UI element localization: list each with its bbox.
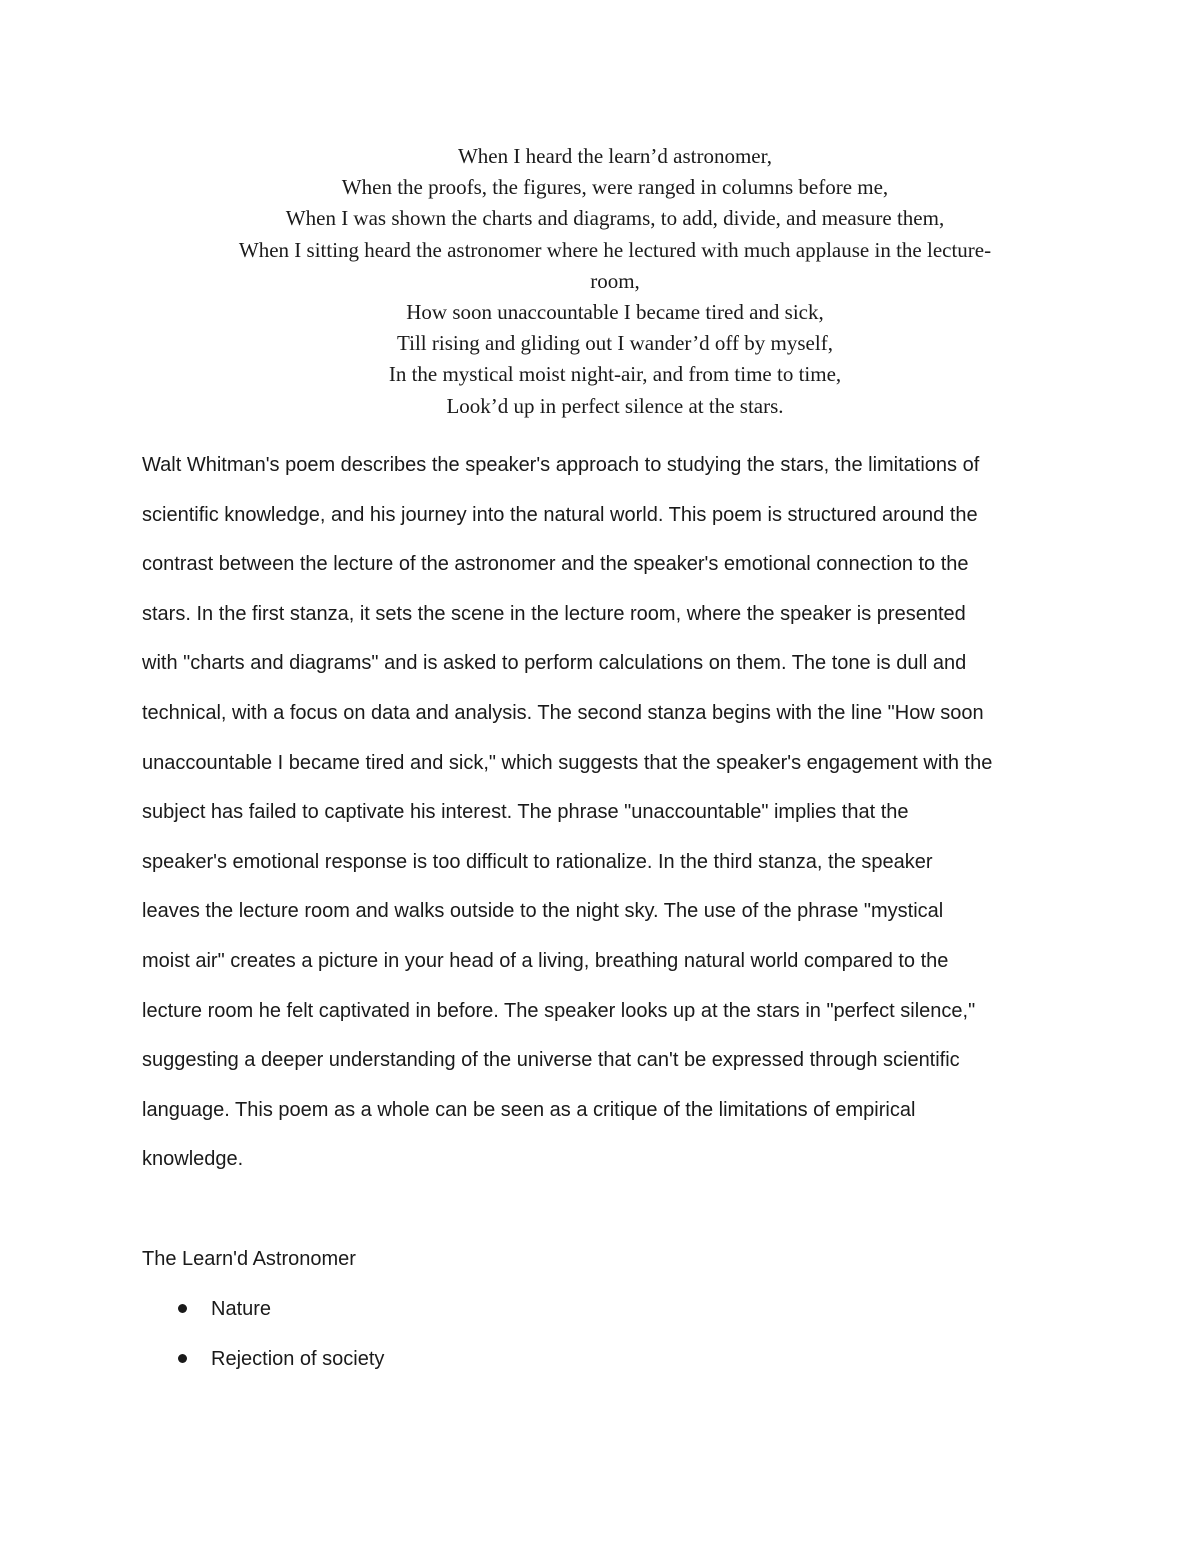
bullet-text: Nature [211, 1298, 272, 1320]
notes-title: The Learn'd Astronomer [142, 1248, 356, 1270]
paragraph-line: lecture room he felt captivated in before. The speaker looks up at the stars in "perfect silence," [142, 999, 976, 1022]
bullet-text: Rejection of society [211, 1347, 385, 1370]
paragraph-line: unaccountable I became tired and sick," which suggests that the speaker's engagement with the [142, 751, 993, 774]
paragraph-line: contrast between the lecture of the astronomer and the speaker's emotional connection to the [142, 553, 969, 576]
paragraph-line: speaker's emotional response is too difficult to rationalize. In the third stanza, the speaker [142, 850, 933, 873]
paragraph-line: Walt Whitman's poem describes the speaker's approach to studying the stars, the limitations of [142, 454, 980, 476]
paragraph-line: stars. In the first stanza, it sets the scene in the lecture room, where the speaker is presented [142, 602, 966, 625]
bullet-icon [178, 1354, 187, 1363]
paragraph-line: suggesting a deeper understanding of the universe that can't be expressed through scientific [142, 1049, 960, 1072]
paragraph-line: language. This poem as a whole can be seen as a critique of the limitations of empirical [142, 1098, 916, 1121]
poem-line: Look’d up in perfect silence at the stars. [446, 393, 784, 418]
paragraph-line: moist air" creates a picture in your head of a living, breathing natural world compared to the [142, 949, 949, 972]
poem-block [150, 141, 1080, 422]
paragraph-line: leaves the lecture room and walks outside to the night sky. The use of the phrase "mystical [142, 900, 944, 923]
poem-line: How soon unaccountable I became tired and sick, [406, 300, 824, 325]
paragraph-line: technical, with a focus on data and analysis. The second stanza begins with the line "How soon [142, 701, 984, 724]
paragraph-line: subject has failed to captivate his interest. The phrase "unaccountable" implies that the [142, 801, 909, 824]
poem-line: Till rising and gliding out I wander’d off by myself, [397, 331, 833, 356]
bullet-icon [178, 1304, 187, 1313]
paragraph-line: scientific knowledge, and his journey into the natural world. This poem is structured around the [142, 503, 978, 526]
poem-line: When I was shown the charts and diagrams, to add, divide, and measure them, [285, 206, 945, 231]
poem-line: When I sitting heard the astronomer where he lectured with much applause in the lecture- [238, 237, 992, 262]
poem-line: room, [590, 268, 640, 293]
poem-line: When the proofs, the figures, were ranged in columns before me, [341, 175, 889, 200]
poem-line: When I heard the learn’d astronomer, [457, 144, 772, 168]
paragraph-line: knowledge. [142, 1148, 244, 1171]
paragraph-line: with "charts and diagrams" and is asked to perform calculations on them. The tone is dull and [142, 652, 967, 675]
poem-line: In the mystical moist night-air, and from time to time, [388, 362, 842, 387]
analysis-paragraph [142, 448, 1072, 1192]
